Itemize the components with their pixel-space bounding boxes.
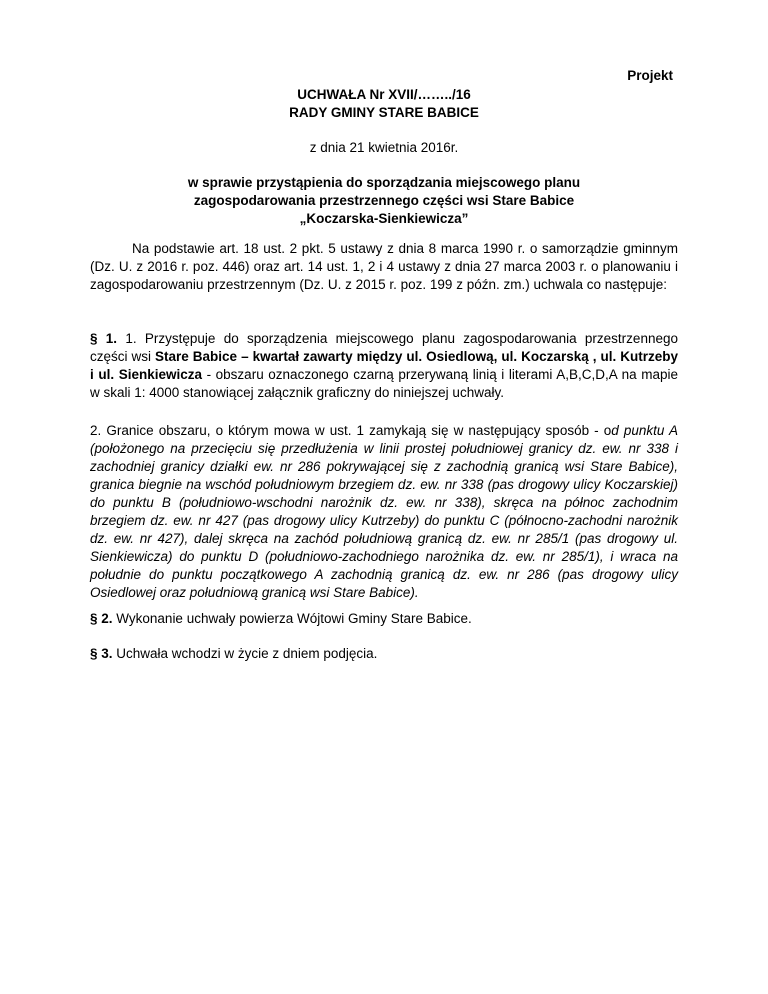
section-3-text: Uchwała wchodzi w życie z dniem podjęcia. [112,646,378,661]
preamble-paragraph: Na podstawie art. 18 ust. 2 pkt. 5 ustawy z dnia 8 marca 1990 r. o samorządzie gminnym (Dz. U. z 2016 r. poz. 446) oraz art. 14 ust. 1, 2 i 4 ustawy z dnia 27 marca 2003 r. o planowaniu i zagospodarowaniu przestrzennym (Dz. U. z 2015 r. poz. 199 z późn. zm.) uchwala co następuje: [90,241,678,292]
resolution-subject [0,174,768,228]
section-1-area-name: Stare Babice – kwartał zawarty między ul. Osiedlową, ul. Koczarską , ul. Kutrzeby i ul. Sienkiewicza [90,349,678,382]
council-name: RADY GMINY STARE BABICE [289,105,479,120]
resolution-date: z dnia 21 kwietnia 2016r. [309,140,459,155]
section-1-paragraph [90,330,678,402]
section-3-mark: § 3. [90,646,113,661]
subject-line-1: w sprawie przystąpienia do sporządzania miejscowego planu [187,175,581,190]
resolution-title [0,86,768,122]
section-1-mark: § 1. [90,331,118,346]
boundary-description: d punktu A (położonego na przecięciu się przedłużenia w linii prostej południowej granicy dz. ew. nr 338 i zachodniej granicy działki ew. nr 286 pokrywającej się z zachodnią granicą wsi Stare Babice), granica biegnie na wschód południowym brzegiem dz. ew. nr 338 (pas drogowy ulicy Koczarskiej) do punktu B (południowo-wschodni narożnik dz. ew. nr 338), skręca na północ zachodnim brzegiem dz. ew. nr 427 (pas drogowy ulicy Kutrzeby) do punktu C (północno-zachodni narożnik dz. ew. nr 427), dalej skręca na zachód południową granicą dz. ew. nr 285/1 (pas drogowy ul. Sienkiewicza) do punktu D (południowo-zachodniego narożnika dz. ew. nr 285/1), i wraca na południe do punktu początkowego A zachodnią granicą dz. ew. nr 286 (pas drogowy ulicy Osiedlowej oraz południową granicą wsi Stare Babice). [90,423,679,600]
resolution-number: UCHWAŁA Nr XVII/……../16 [297,87,471,102]
section-1-text-b: - obszaru oznaczonego czarną przerywaną linią i literami A,B,C,D,A na mapie w skali 1: 4000 stanowiącej załącznik graficzny do niniejszej uchwały. [90,367,678,400]
subject-line-3: „Koczarska-Sienkiewicza” [299,211,469,226]
boundary-intro: 2. Granice obszaru, o którym mowa w ust. 1 zamykają się w następujący sposób - o [90,423,612,438]
section-3-paragraph [90,645,678,663]
subject-line-2: zagospodarowania przestrzennego części wsi Stare Babice [193,193,575,208]
section-2-paragraph [90,610,678,628]
section-1-text-a: 1. Przystępuje do sporządzenia miejscowego planu zagospodarowania przestrzennego części wsi [90,331,678,364]
projekt-label: Projekt [627,68,673,83]
section-2-mark: § 2. [90,611,113,626]
section-1-point-2-paragraph [90,422,678,602]
section-2-text: Wykonanie uchwały powierza Wójtowi Gminy Stare Babice. [112,611,472,626]
